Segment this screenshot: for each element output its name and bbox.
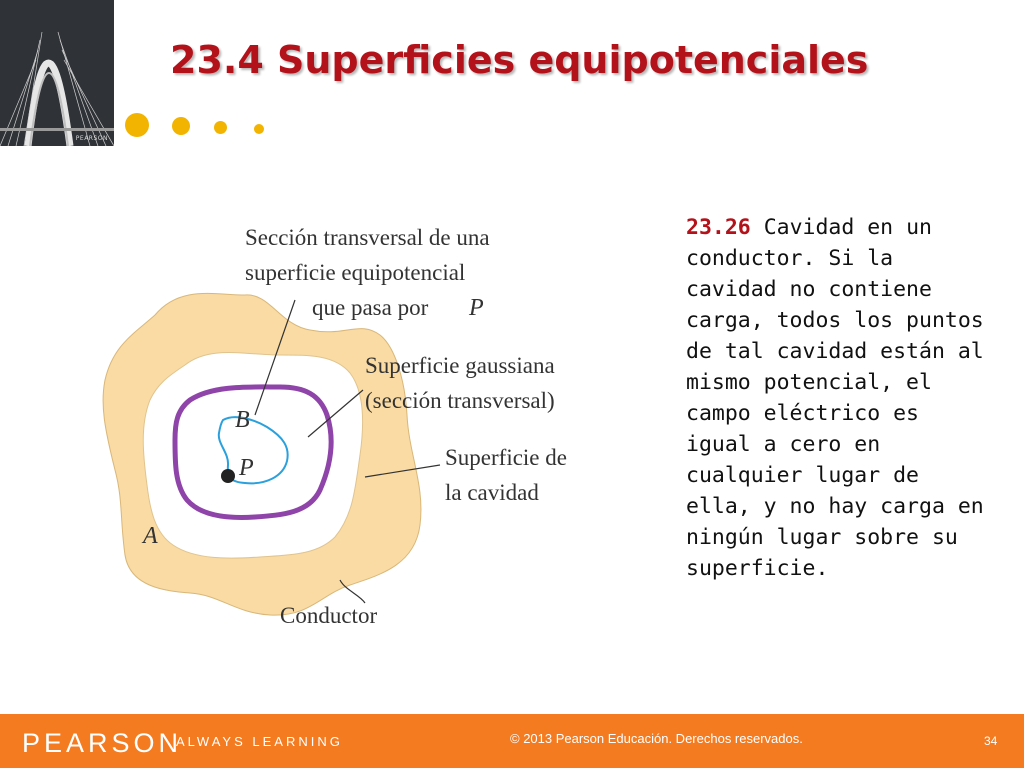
label-cavity-1: Superficie de xyxy=(445,445,567,470)
decorative-dot-1 xyxy=(125,113,149,137)
point-p-marker xyxy=(221,469,235,483)
label-point-p: P xyxy=(239,455,254,481)
footer-tagline: ALWAYS LEARNING xyxy=(176,734,343,749)
decorative-dot-3 xyxy=(214,121,227,134)
label-gaussian-2: (sección transversal) xyxy=(365,388,555,413)
figure-caption xyxy=(686,212,986,584)
decorative-dot-4 xyxy=(254,124,264,134)
label-point-a: A xyxy=(143,523,158,549)
caption-text: Cavidad en un conductor. Si la cavidad no contiene carga, todos los puntos de tal cavidad están al mismo potencial, el campo eléctrico es igual a cero en cualquier lugar de ella, y no hay carga en ningún lugar sobre su superficie. xyxy=(686,215,984,581)
footer-brand-logo: PEARSON xyxy=(22,728,183,758)
bridge-illustration xyxy=(0,0,114,146)
label-point-b: B xyxy=(235,407,250,433)
label-cross-section-3: que pasa por xyxy=(312,295,429,320)
page-number: 34 xyxy=(984,734,998,748)
slide-title: 23.4 Superficies equipotenciales xyxy=(170,38,869,82)
publisher-label: PEARSON xyxy=(75,135,108,142)
label-cavity-2: la cavidad xyxy=(445,480,539,505)
label-cross-section-2: superficie equipotencial xyxy=(245,260,466,285)
footer-copyright: © 2013 Pearson Educación. Derechos reservados. xyxy=(510,731,803,746)
caption-number: 23.26 xyxy=(686,215,751,240)
label-gaussian-1: Superficie gaussiana xyxy=(365,353,555,378)
cavity-figure xyxy=(95,215,625,635)
label-cross-section-3-p: P xyxy=(469,295,484,321)
footer-bar xyxy=(0,714,1024,768)
book-cover-image xyxy=(0,0,114,146)
label-cross-section-1: Sección transversal de una xyxy=(245,225,490,250)
decorative-dot-2 xyxy=(172,117,190,135)
label-conductor: Conductor xyxy=(280,603,378,628)
